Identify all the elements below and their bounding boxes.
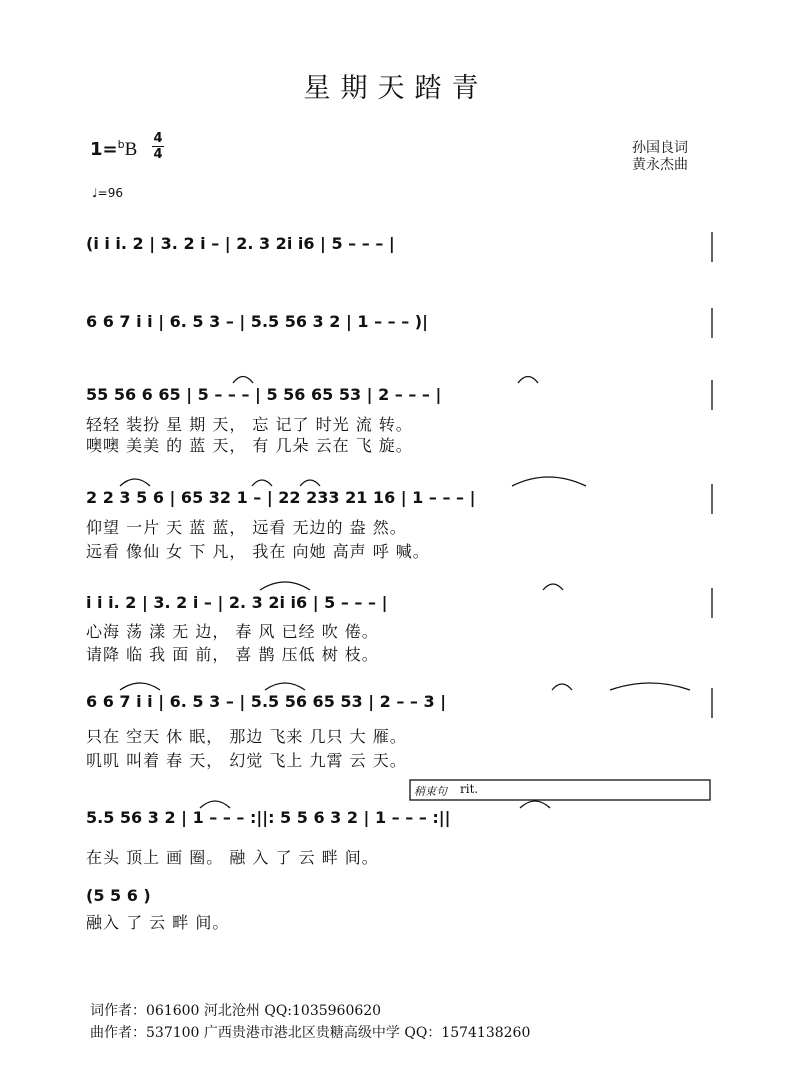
lyric-line: 远看 像仙 女 下 凡， 我在 向她 高声 呼 喊。 bbox=[86, 542, 430, 561]
lyric-line: 请降 临 我 面 前， 喜 鹊 压低 树 枝。 bbox=[86, 645, 379, 664]
lyricist-contact: 词作者：061600 河北沧州 QQ:1035960620 bbox=[90, 1003, 382, 1019]
slur bbox=[512, 477, 586, 486]
music-line-8: (5 5 6 ) bbox=[86, 886, 151, 905]
lyricist: 孙国良词 bbox=[632, 140, 688, 156]
slur bbox=[543, 584, 563, 590]
lyric-line: 融入 了 云 畔 间。 bbox=[86, 913, 230, 932]
key-note: B bbox=[124, 139, 138, 160]
rit-box-label: 稍束句 bbox=[414, 785, 447, 798]
music-line-3: 55 56 6 65 | 5 – – – | 5 56 65 53 | 2 – – – | bbox=[86, 385, 442, 404]
lyric-line: 在头 顶上 画 圈。 融 入 了 云 畔 间。 bbox=[86, 848, 379, 867]
music-line-6: 6 6 7 i i | 6. 5 3 – | 5.5 56 65 53 | 2 – – 3 | bbox=[86, 692, 447, 711]
time-bottom: 4 bbox=[153, 147, 163, 162]
slur bbox=[610, 683, 690, 690]
slur bbox=[518, 377, 538, 384]
music-line-4: 2 2 3 5 6 | 65 32 1 – | 22 233 21 16 | 1 – – – | bbox=[86, 488, 476, 507]
composer-contact: 曲作者：537100 广西贵港市港北区贵糖高级中学 QQ：1574138260 bbox=[90, 1025, 531, 1041]
tempo-marking: ♩=96 bbox=[92, 186, 123, 200]
composer: 黄永杰曲 bbox=[632, 157, 688, 173]
lyric-line: 叽叽 叫着 春 天， 幻觉 飞上 九霄 云 天。 bbox=[86, 751, 407, 770]
time-top: 4 bbox=[153, 131, 163, 146]
music-line-1: (i i i. 2 | 3. 2 i – | 2. 3 2i i6 | 5 – – – | bbox=[86, 234, 395, 253]
key-prefix: 1= bbox=[90, 139, 118, 160]
lyric-line: 只在 空天 休 眠， 那边 飞来 几只 大 雁。 bbox=[86, 727, 407, 746]
slur bbox=[200, 801, 230, 808]
slur bbox=[520, 801, 550, 808]
music-line-2: 6 6 7 i i | 6. 5 3 – | 5.5 56 3 2 | 1 – – – )| bbox=[86, 312, 428, 331]
lyric-line: 轻轻 装扮 星 期 天， 忘 记了 时光 流 转。 bbox=[86, 415, 413, 434]
slur bbox=[265, 683, 305, 690]
lyric-line: 仰望 一片 天 蓝 蓝， 远看 无边的 盎 然。 bbox=[86, 518, 407, 537]
rit-bracket bbox=[410, 780, 710, 800]
lyric-line: 噢噢 美美 的 蓝 天， 有 几朵 云在 飞 旋。 bbox=[86, 436, 413, 455]
slur bbox=[260, 582, 310, 590]
music-line-5: i i i. 2 | 3. 2 i – | 2. 3 2i i6 | 5 – – – | bbox=[86, 593, 388, 612]
song-title: 星期天踏青 bbox=[303, 73, 489, 104]
lyric-line: 心海 荡 漾 无 边， 春 风 已经 吹 倦。 bbox=[86, 622, 379, 641]
slur bbox=[252, 480, 272, 486]
flat-sign: b bbox=[117, 138, 125, 151]
slur bbox=[120, 479, 150, 486]
music-line-7: 5.5 56 3 2 | 1 – – – :||: 5 5 6 3 2 | 1 – – – :|| bbox=[86, 808, 451, 827]
slur bbox=[233, 377, 253, 384]
slur bbox=[300, 480, 320, 486]
rit-marking: rit. bbox=[460, 782, 479, 796]
slur bbox=[552, 684, 572, 690]
slur bbox=[120, 683, 160, 690]
